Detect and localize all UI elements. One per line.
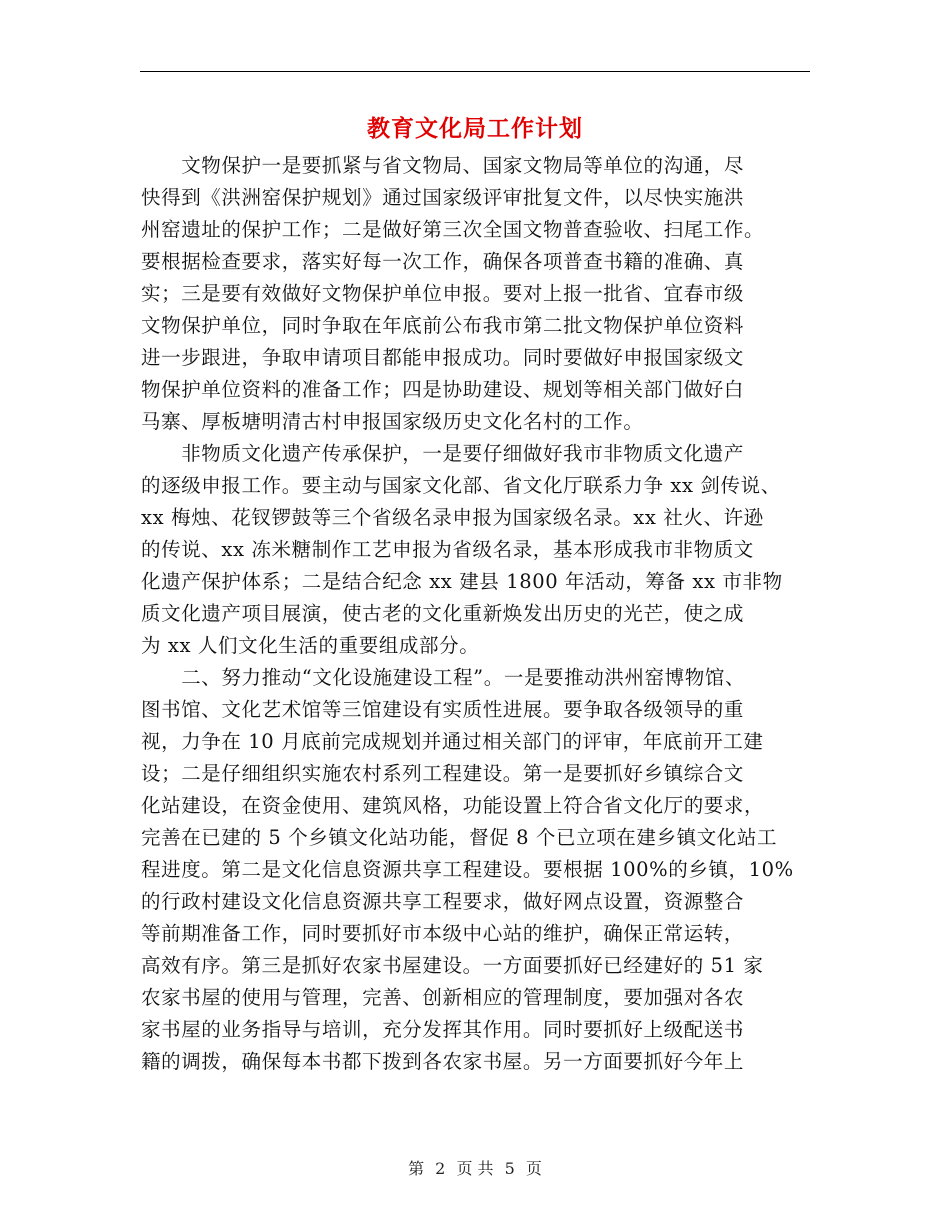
header-rule xyxy=(140,71,810,72)
body-line: 视，力争在 10 月底前完成规划并通过相关部门的评审，年底前开工建 xyxy=(141,730,764,753)
body-line: 为 xx 人们文化生活的重要组成部分。 xyxy=(141,634,480,657)
document-body xyxy=(141,150,813,1078)
body-line: 程进度。第二是文化信息资源共享工程建设。要根据 100%的乡镇，10% xyxy=(141,858,794,881)
body-line: 完善在已建的 5 个乡镇文化站功能，督促 8 个已立项在建乡镇文化站工 xyxy=(141,826,778,849)
body-line: 非物质文化遗产传承保护，一是要仔细做好我市非物质文化遗产 xyxy=(141,442,745,465)
body-line: 实；三是要有效做好文物保护单位申报。要对上报一批省、宜春市级 xyxy=(141,282,745,305)
page-number-suffix: 页 xyxy=(525,1159,542,1178)
body-line: 化遗产保护体系；二是结合纪念 xx 建县 1800 年活动，筹备 xx 市非物 xyxy=(141,570,783,593)
body-line: 文物保护一是要抓紧与省文物局、国家文物局等单位的沟通，尽 xyxy=(141,154,745,177)
body-line: 物保护单位资料的准备工作；四是协助建设、规划等相关部门做好白 xyxy=(141,378,745,401)
page-footer xyxy=(0,1156,950,1179)
body-line: 的传说、xx 冻米糖制作工艺申报为省级名录，基本形成我市非物质文 xyxy=(141,538,754,561)
body-line: 快得到《洪洲窑保护规划》通过国家级评审批复文件，以尽快实施洪 xyxy=(141,186,745,209)
body-line: 州窑遗址的保护工作；二是做好第三次全国文物普查验收、扫尾工作。 xyxy=(141,218,765,241)
body-line: 要根据检查要求，落实好每一次工作，确保各项普查书籍的准确、真 xyxy=(141,250,745,273)
page-number-current: 2 xyxy=(435,1159,446,1178)
body-line: 马寨、厚板塘明清古村申报国家级历史文化名村的工作。 xyxy=(141,410,644,433)
document-title: 教育文化局工作计划 xyxy=(367,115,583,142)
body-line: 高效有序。第三是抓好农家书屋建设。一方面要抓好已经建好的 51 家 xyxy=(141,954,764,977)
body-line: 家书屋的业务指导与培训，充分发挥其作用。同时要抓好上级配送书 xyxy=(141,1018,745,1041)
body-line: 农家书屋的使用与管理，完善、创新相应的管理制度，要加强对各农 xyxy=(141,986,745,1009)
body-line: 的行政村建设文化信息资源共享工程要求，做好网点设置，资源整合 xyxy=(141,890,745,913)
page-number-prefix: 第 xyxy=(408,1159,425,1178)
body-line: 等前期准备工作，同时要抓好市本级中心站的维护，确保正常运转， xyxy=(141,922,745,945)
body-line: 文物保护单位，同时争取在年底前公布我市第二批文物保护单位资料 xyxy=(141,314,745,337)
page-number-mid: 页 共 xyxy=(456,1159,494,1178)
body-line: xx 梅烛、花钗锣鼓等三个省级名录申报为国家级名录。xx 社火、许逊 xyxy=(141,506,764,529)
body-line: 化站建设，在资金使用、建筑风格，功能设置上符合省文化厅的要求， xyxy=(141,794,765,817)
body-line: 进一步跟进，争取申请项目都能申报成功。同时要做好申报国家级文 xyxy=(141,346,745,369)
body-line: 的逐级申报工作。要主动与国家文化部、省文化厅联系力争 xx 剑传说、 xyxy=(141,474,781,497)
body-line: 质文化遗产项目展演，使古老的文化重新焕发出历史的光芒，使之成 xyxy=(141,602,745,625)
body-line: 二、努力推动“文化设施建设工程”。一是要推动洪州窑博物馆、 xyxy=(141,666,746,689)
body-line: 籍的调拨，确保每本书都下拨到各农家书屋。另一方面要抓好今年上 xyxy=(141,1050,745,1073)
body-line: 图书馆、文化艺术馆等三馆建设有实质性进展。要争取各级领导的重 xyxy=(141,698,745,721)
page-number-total: 5 xyxy=(504,1159,515,1178)
body-line: 设；二是仔细组织实施农村系列工程建设。第一是要抓好乡镇综合文 xyxy=(141,762,745,785)
